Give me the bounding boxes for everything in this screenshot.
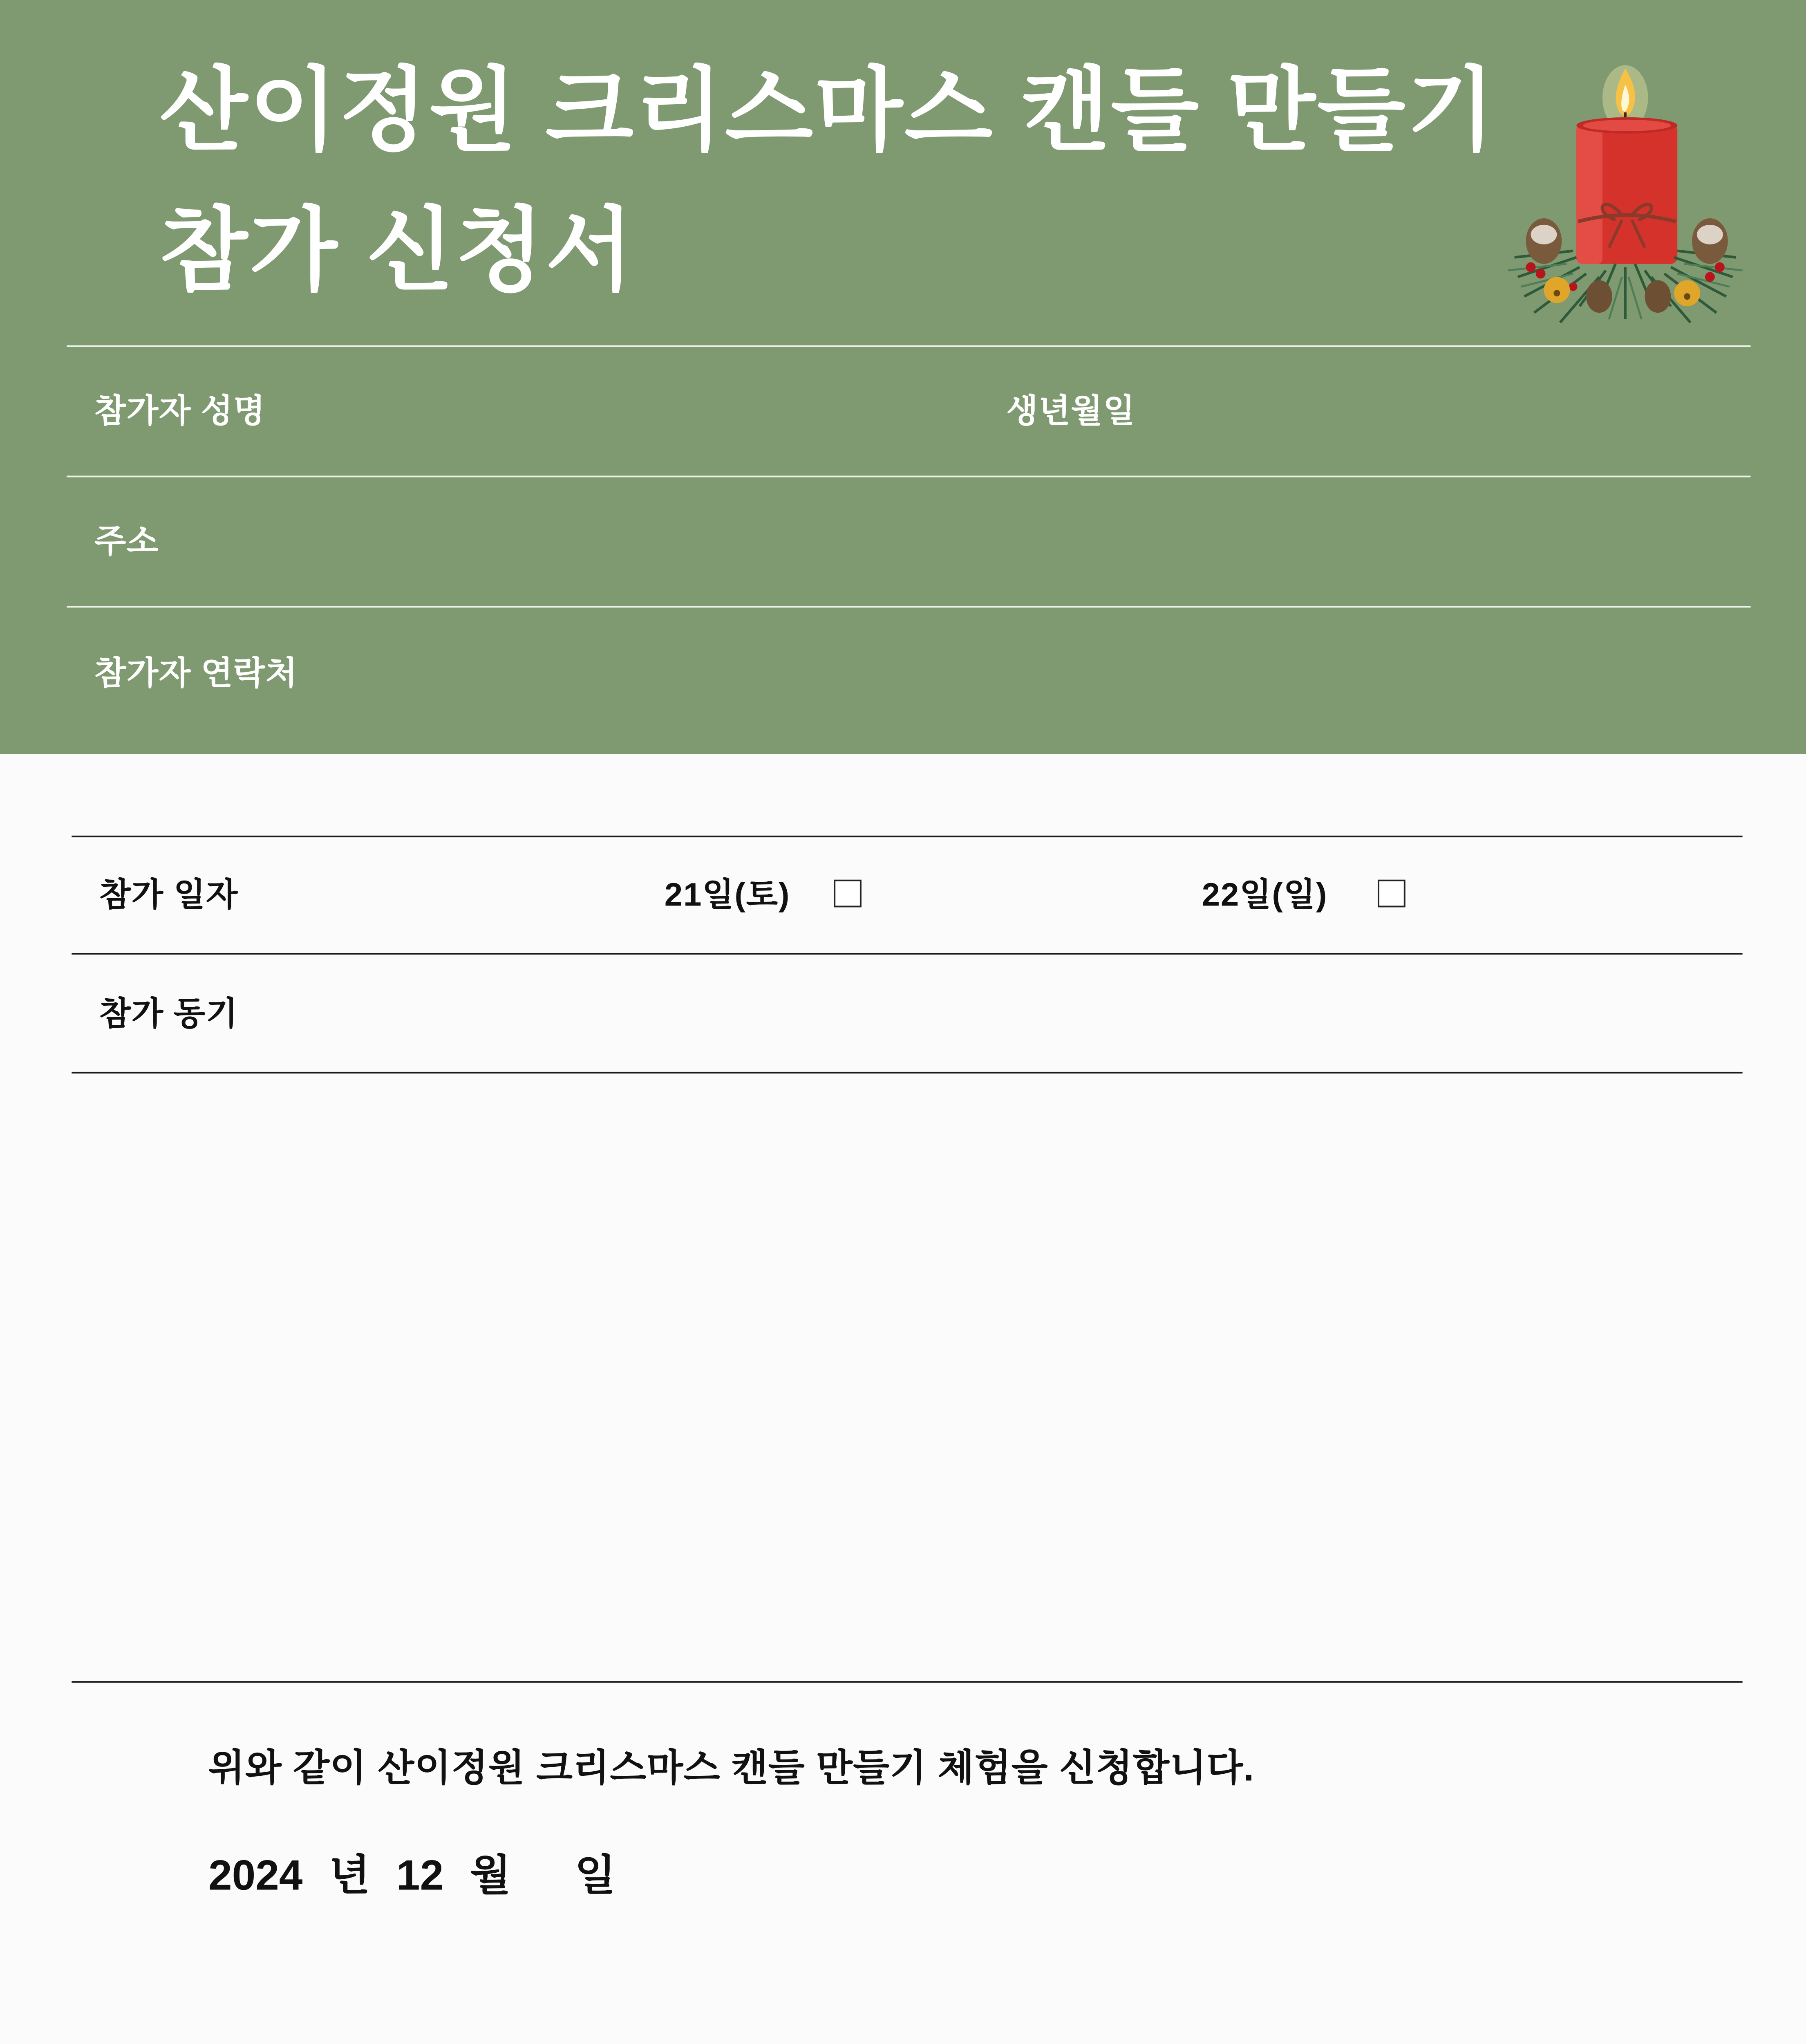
table-bottom-rule [72, 1681, 1742, 1683]
header-divider [67, 606, 1750, 607]
date-month-unit: 월 [470, 1850, 511, 1900]
page-title-line-2: 참가 신청서 [159, 199, 636, 302]
date-option-21-checkbox[interactable] [834, 880, 862, 908]
date-option-22-label: 22일(일) [1202, 878, 1328, 914]
date-year-unit: 년 [329, 1850, 370, 1900]
motivation-label: 참가 동기 [99, 997, 239, 1033]
table-row-rule [72, 953, 1742, 955]
header-divider [67, 476, 1750, 477]
table-top-rule [72, 836, 1742, 837]
date-day-unit: 일 [575, 1850, 616, 1900]
table-row-rule [72, 1072, 1742, 1074]
declaration-text: 위와 같이 산이정원 크리스마스 캔들 만들기 체험을 신청합니다. [208, 1746, 1255, 1789]
participation-date-label: 참가 일자 [99, 878, 239, 914]
date-option-21-label: 21일(토) [664, 878, 790, 914]
date-month: 12 [396, 1850, 444, 1900]
application-date [208, 1850, 616, 1900]
birthdate-label: 생년월일 [1006, 394, 1136, 430]
header-band [0, 0, 1806, 754]
name-field[interactable] [326, 388, 961, 437]
address-field[interactable] [326, 518, 1726, 567]
date-year: 2024 [208, 1850, 303, 1900]
date-option-22-checkbox[interactable] [1378, 880, 1405, 908]
page-title-line-1: 산이정원 크리스마스 캔들 만들기 [159, 58, 1497, 161]
header-divider [67, 345, 1750, 347]
address-label: 주소 [94, 524, 159, 560]
motivation-textarea[interactable] [75, 1078, 1739, 1674]
christmas-candle-illustration [1502, 58, 1749, 329]
contact-label: 참가자 연락처 [94, 656, 298, 693]
contact-field[interactable] [358, 650, 1726, 699]
birthdate-field[interactable] [1189, 388, 1726, 437]
name-label: 참가자 성명 [94, 394, 266, 430]
